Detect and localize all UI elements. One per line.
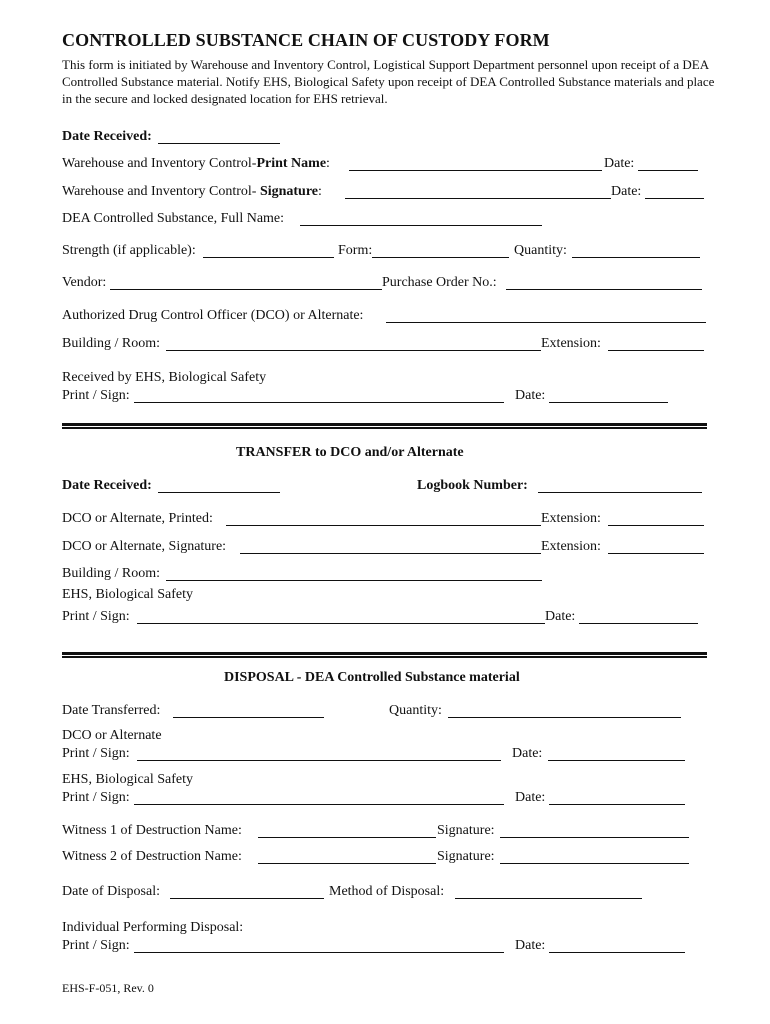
strength-field[interactable] [203,257,334,258]
witness1-signature-label: Signature: [437,823,495,838]
strength-label: Strength (if applicable): [62,243,196,258]
section-divider [62,423,707,429]
witness1-name-field[interactable] [258,837,436,838]
disposal-ehs-print-sign-field[interactable] [134,804,504,805]
dco-date-field[interactable] [548,760,685,761]
transfer-date-field[interactable] [579,623,698,624]
date-received-field[interactable] [158,143,280,144]
purchase-order-label: Purchase Order No.: [382,275,497,290]
date-transferred-field[interactable] [173,717,324,718]
transfer-print-sign-label: Print / Sign: [62,609,130,624]
vendor-field[interactable] [110,289,382,290]
witness2-name-label: Witness 2 of Destruction Name: [62,849,242,864]
extension-field[interactable] [608,350,704,351]
building-room-label: Building / Room: [62,336,161,351]
wic-print-name-field[interactable] [349,170,602,171]
disposal-ehs-date-label: Date: [515,790,546,805]
ehs-print-sign-field[interactable] [134,402,504,403]
dco-printed-field[interactable] [226,525,541,526]
dco-printed-label: DCO or Alternate, Printed: [62,511,213,526]
wic-signature-field[interactable] [345,198,611,199]
disposal-quantity-field[interactable] [448,717,681,718]
wic-print-date-field[interactable] [638,170,698,171]
individual-print-sign-label: Print / Sign: [62,938,130,953]
dco-signature-extension-label: Extension: [541,539,601,554]
form-title: CONTROLLED SUBSTANCE CHAIN OF CUSTODY FORM [62,30,550,50]
wic-signature-label: Warehouse and Inventory Control- Signature: [62,184,322,199]
section-divider [62,652,707,658]
logbook-number-label: Logbook Number: [417,478,528,493]
transfer-date-received-field[interactable] [158,492,280,493]
date-transferred-label: Date Transferred: [62,703,161,718]
dco-field[interactable] [386,322,706,323]
dco-printed-extension-label: Extension: [541,511,601,526]
wic-signature-date-field[interactable] [645,198,704,199]
quantity-label: Quantity: [514,243,567,258]
dco-label: Authorized Drug Control Officer (DCO) or Alternate: [62,308,364,323]
disposal-heading: DISPOSAL - DEA Controlled Substance material [224,670,520,685]
transfer-date-label: Date: [545,609,576,624]
transfer-print-sign-field[interactable] [137,623,545,624]
ehs-date-label: Date: [515,388,546,403]
transfer-building-room-field[interactable] [166,580,542,581]
extension-label: Extension: [541,336,601,351]
method-of-disposal-field[interactable] [455,898,642,899]
ehs-print-sign-label: Print / Sign: [62,388,130,403]
transfer-date-received-label: Date Received: [62,478,152,493]
received-by-ehs-label: Received by EHS, Biological Safety [62,370,267,385]
date-received-label: Date Received: [62,129,152,144]
dco-printed-extension-field[interactable] [608,525,704,526]
disposal-ehs-date-field[interactable] [549,804,685,805]
wic-signature-date-label: Date: [611,184,642,199]
witness1-signature-field[interactable] [500,837,689,838]
dco-signature-extension-field[interactable] [608,553,704,554]
dco-print-sign-label: Print / Sign: [62,746,130,761]
purchase-order-field[interactable] [506,289,702,290]
date-of-disposal-label: Date of Disposal: [62,884,160,899]
witness2-signature-field[interactable] [500,863,689,864]
dco-alternate-label: DCO or Alternate [62,728,162,743]
dea-full-name-label: DEA Controlled Substance, Full Name: [62,211,285,226]
dco-signature-field[interactable] [240,553,541,554]
vendor-label: Vendor: [62,275,107,290]
individual-date-label: Date: [515,938,546,953]
ehs-date-field[interactable] [549,402,668,403]
dco-print-sign-field[interactable] [137,760,501,761]
method-of-disposal-label: Method of Disposal: [329,884,445,899]
individual-print-sign-field[interactable] [134,952,504,953]
quantity-field[interactable] [572,257,700,258]
transfer-building-room-label: Building / Room: [62,566,161,581]
form-instructions: This form is initiated by Warehouse and Inventory Control, Logistical Support Department personnel upon receipt of a DEA Controlled Substance material. Notify EHS, Biological Safety upon receipt of DEA Controlled Substance materials and place in the secure and locked designated location for EHS retrieval. [62,57,715,106]
dco-date-label: Date: [512,746,543,761]
disposal-quantity-label: Quantity: [389,703,442,718]
form-field[interactable] [372,257,509,258]
disposal-ehs-label: EHS, Biological Safety [62,772,194,787]
logbook-number-field[interactable] [538,492,702,493]
form-label: Form: [338,243,373,258]
witness2-signature-label: Signature: [437,849,495,864]
transfer-heading: TRANSFER to DCO and/or Alternate [236,445,464,460]
date-of-disposal-field[interactable] [170,898,324,899]
wic-print-name-label: Warehouse and Inventory Control-Print Name: [62,156,330,171]
dea-full-name-field[interactable] [300,225,542,226]
building-room-field[interactable] [166,350,541,351]
individual-performing-label: Individual Performing Disposal: [62,920,244,935]
form-footer: EHS-F-051, Rev. 0 [62,981,154,995]
witness2-name-field[interactable] [258,863,436,864]
witness1-name-label: Witness 1 of Destruction Name: [62,823,242,838]
disposal-ehs-print-sign-label: Print / Sign: [62,790,130,805]
individual-date-field[interactable] [549,952,685,953]
dco-signature-label: DCO or Alternate, Signature: [62,539,227,554]
transfer-ehs-label: EHS, Biological Safety [62,587,194,602]
wic-print-date-label: Date: [604,156,635,171]
